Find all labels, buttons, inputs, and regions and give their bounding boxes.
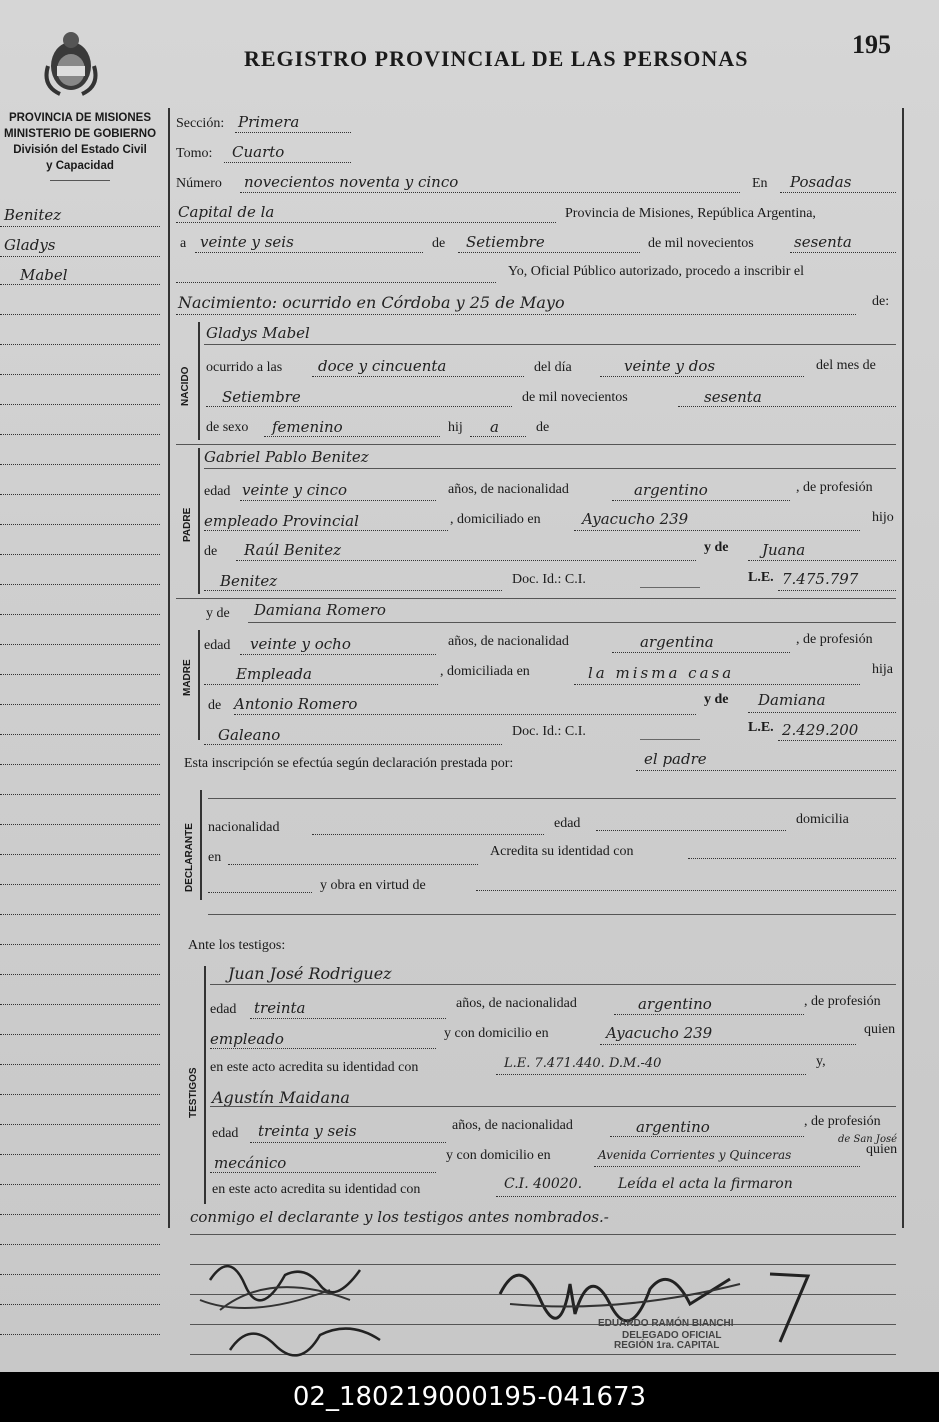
margin-note: Mabel xyxy=(20,266,68,284)
dotted-line xyxy=(234,714,696,715)
dotted-line xyxy=(780,192,896,193)
field-sexo: femenino xyxy=(272,418,343,436)
dotted-line xyxy=(312,376,524,377)
field-t1-nombre: Juan José Rodriguez xyxy=(228,964,392,983)
dotted-line xyxy=(204,590,502,591)
field-cierre1: Leída el acta la firmaron xyxy=(618,1176,793,1192)
label-de-mil: de mil novecientos xyxy=(648,236,754,251)
label-quien: quien xyxy=(864,1022,896,1037)
field-t2-doc: C.I. 40020. xyxy=(504,1176,583,1192)
dotted-line xyxy=(596,830,786,831)
label-del-dia: del día xyxy=(534,360,572,375)
section-tag-padre: PADRE xyxy=(182,507,193,542)
dotted-line xyxy=(235,132,351,133)
label-anios-nac: años, de nacionalidad xyxy=(452,1118,573,1133)
section-rule xyxy=(198,322,200,440)
label-con-domicilio: y con domicilio en xyxy=(444,1026,549,1041)
label-hija: hija xyxy=(872,662,893,677)
section-tag-nacido: NACIDO xyxy=(180,366,191,406)
field-t2-nombre: Agustín Maidana xyxy=(212,1088,350,1107)
field-padre-nombre: Gabriel Pablo Benitez xyxy=(204,448,369,466)
label-domiciliado: , domiciliado en xyxy=(450,512,541,527)
dotted-line xyxy=(574,684,860,685)
dotted-line xyxy=(748,560,896,561)
dotted-line xyxy=(778,590,896,591)
field-madre-dom: la misma casa xyxy=(588,664,735,682)
field-padre-madre: Juana xyxy=(762,541,806,559)
dotted-line xyxy=(176,282,496,283)
right-border xyxy=(902,108,904,1228)
dotted-line xyxy=(264,436,440,437)
label-y-de: y de xyxy=(704,692,729,707)
field-hecho: Nacimiento: ocurrido en Córdoba y 25 de Mayo xyxy=(178,293,565,312)
label-le: L.E. xyxy=(748,570,774,585)
field-tomo: Cuarto xyxy=(232,143,285,161)
label-en: en xyxy=(208,850,222,865)
rule xyxy=(248,622,896,623)
dotted-line xyxy=(176,314,856,315)
field-padre-edad: veinte y cinco xyxy=(242,481,348,499)
office-line: y Capacidad xyxy=(46,160,114,172)
field-madre-le: 2.429.200 xyxy=(782,721,859,739)
rule xyxy=(176,444,896,445)
field-declarante: el padre xyxy=(644,750,707,768)
dotted-line xyxy=(610,1136,804,1137)
field-t2-dom: Avenida Corrientes y Quinceras xyxy=(598,1148,792,1162)
rule xyxy=(210,984,896,985)
field-padre-padre: Raúl Benitez xyxy=(244,541,341,559)
field-anio: sesenta xyxy=(794,233,852,251)
office-line: MINISTERIO DE GOBIERNO xyxy=(3,128,157,140)
stamp-line: DELEGADO OFICIAL xyxy=(622,1330,722,1341)
label-domiciliada: , domiciliada en xyxy=(440,664,530,679)
label-edad: edad xyxy=(204,484,231,499)
page-number: 195 xyxy=(852,30,891,59)
divider xyxy=(50,180,110,181)
label-y-de: y de xyxy=(704,540,729,555)
label-de-profesion: , de profesión xyxy=(804,1114,881,1129)
rule xyxy=(208,914,896,915)
section-tag-declarante: DECLARANTE xyxy=(184,823,195,892)
label-edad: edad xyxy=(204,638,231,653)
label-con-domicilio: y con domicilio en xyxy=(446,1148,551,1163)
dotted-line xyxy=(210,1172,436,1173)
dotted-line xyxy=(236,560,696,561)
dotted-line xyxy=(228,864,478,865)
label-de: de xyxy=(432,236,446,251)
field-t2-prof: mecánico xyxy=(214,1154,287,1172)
stamp-line: REGIÓN 1ra. CAPITAL xyxy=(614,1340,720,1351)
field-t1-nac: argentino xyxy=(638,995,712,1013)
rule xyxy=(176,598,896,599)
footer-code: 02_180219000195-041673 xyxy=(0,1372,939,1422)
coat-of-arms-icon xyxy=(40,26,102,102)
label-del-mes: del mes de xyxy=(816,358,876,373)
label-doc-id: Doc. Id.: C.I. xyxy=(512,724,586,739)
field-mes-nac: Setiembre xyxy=(222,388,301,406)
signature-image xyxy=(190,1240,390,1370)
label-de-mil2: de mil novecientos xyxy=(522,390,628,405)
dotted-line xyxy=(678,406,896,407)
field-anio-nac: sesenta xyxy=(704,388,762,406)
section-rule xyxy=(204,966,206,1204)
label-de: de xyxy=(536,420,550,435)
dotted-line xyxy=(250,1018,446,1019)
label-en: En xyxy=(752,176,768,191)
dotted-line xyxy=(688,858,896,859)
field-padre-madre2: Benitez xyxy=(220,572,278,590)
field-madre-nombre: Damiana Romero xyxy=(254,601,386,619)
label-a: a xyxy=(180,236,187,251)
field-numero: novecientos noventa y cinco xyxy=(244,173,459,191)
label-en-este-acto: en este acto acredita su identidad con xyxy=(212,1182,421,1197)
field-t2-dom-sup: de San José xyxy=(838,1134,898,1145)
dotted-line xyxy=(312,834,544,835)
field-t2-nac: argentino xyxy=(636,1118,710,1136)
dotted-line xyxy=(790,252,896,253)
field-dia-nac: veinte y dos xyxy=(624,357,716,375)
label-de-sexo: de sexo xyxy=(206,420,249,435)
field-t1-prof: empleado xyxy=(210,1030,284,1048)
office-line: PROVINCIA DE MISIONES xyxy=(8,112,152,124)
label-domicilia: domicilia xyxy=(796,812,849,827)
rule xyxy=(204,468,896,469)
dotted-line xyxy=(210,1048,436,1049)
dotted-line xyxy=(204,684,438,685)
dotted-line xyxy=(748,712,896,713)
label-de-profesion: , de profesión xyxy=(804,994,881,1009)
dotted-line xyxy=(636,770,896,771)
label-oficial: Yo, Oficial Público autorizado, procedo a inscribir el xyxy=(508,264,805,279)
page-title: REGISTRO PROVINCIAL DE LAS PERSONAS xyxy=(244,46,749,71)
label-y-coma: y, xyxy=(816,1054,826,1069)
label-numero: Número xyxy=(176,176,222,191)
rule xyxy=(208,798,896,799)
label-anios-nac: años, de nacionalidad xyxy=(448,482,569,497)
field-padre-nac: argentino xyxy=(634,481,708,499)
label-de-profesion: , de profesión xyxy=(796,632,873,647)
dotted-line xyxy=(176,222,556,223)
dotted-line xyxy=(594,1166,860,1167)
margin-note: Benitez xyxy=(4,206,62,224)
label-anios-nac: años, de nacionalidad xyxy=(448,634,569,649)
label-edad: edad xyxy=(210,1002,237,1017)
label-y-obra: y obra en virtud de xyxy=(320,878,426,893)
dotted-line xyxy=(458,252,640,253)
field-padre-ci: ________ xyxy=(640,570,700,588)
label-seccion: Sección: xyxy=(176,116,225,131)
field-lugar: Posadas xyxy=(790,173,852,191)
field-padre-dom: Ayacucho 239 xyxy=(582,510,689,528)
label-tomo: Tomo: xyxy=(176,146,213,161)
label-acredita: Acredita su identidad con xyxy=(490,844,634,859)
field-nombre: Gladys Mabel xyxy=(206,324,310,342)
field-t1-doc: L.E. 7.471.440. D.M.-40 xyxy=(504,1056,662,1071)
dotted-line xyxy=(208,892,312,893)
label-anios-nac: años, de nacionalidad xyxy=(456,996,577,1011)
dotted-line xyxy=(195,252,423,253)
field-t1-edad: treinta xyxy=(254,999,306,1017)
field-madre-nac: argentina xyxy=(640,633,714,651)
office-line: División del Estado Civil xyxy=(13,144,147,156)
field-madre-ci: ________ xyxy=(640,722,700,740)
field-madre-prof: Empleada xyxy=(236,665,312,683)
label-de: de xyxy=(208,698,222,713)
rule xyxy=(210,1106,896,1107)
dotted-line xyxy=(612,500,790,501)
rule xyxy=(204,344,896,345)
left-border xyxy=(168,108,170,1228)
field-madre-madre: Damiana xyxy=(758,691,826,709)
field-madre-madre2: Galeano xyxy=(218,726,281,744)
label-provincia: Provincia de Misiones, República Argentina, xyxy=(565,206,816,221)
dotted-line xyxy=(574,530,860,531)
field-mes: Setiembre xyxy=(466,233,545,251)
field-madre-edad: veinte y ocho xyxy=(250,635,351,653)
dotted-line xyxy=(224,162,351,163)
margin-note: Gladys xyxy=(4,236,56,254)
field-padre-le: 7.475.797 xyxy=(782,570,859,588)
dotted-line xyxy=(612,652,790,653)
signature-image xyxy=(490,1244,820,1344)
dotted-line xyxy=(204,744,502,745)
dotted-line xyxy=(476,890,896,891)
field-hora: doce y cincuenta xyxy=(318,357,447,375)
dotted-line xyxy=(496,1074,806,1075)
field-cierre2: conmigo el declarante y los testigos antes nombrados.- xyxy=(190,1208,609,1226)
dotted-line xyxy=(470,436,526,437)
label-ante: Ante los testigos: xyxy=(188,938,286,953)
dotted-line xyxy=(204,530,448,531)
label-edad: edad xyxy=(212,1126,239,1141)
field-seccion: Primera xyxy=(238,113,300,131)
dotted-line xyxy=(600,376,804,377)
dotted-line xyxy=(240,192,740,193)
label-hijo: hijo xyxy=(872,510,894,525)
stamp-line: EDUARDO RAMÓN BIANCHI xyxy=(598,1318,734,1329)
dotted-line xyxy=(240,500,436,501)
label-de: de xyxy=(204,544,218,559)
dotted-line xyxy=(778,740,896,741)
section-rule xyxy=(198,630,200,740)
dotted-line xyxy=(600,1044,856,1045)
office-block xyxy=(0,110,160,174)
label-de-profesion: , de profesión xyxy=(796,480,873,495)
field-dia: veinte y seis xyxy=(200,233,294,251)
label-quien: quien xyxy=(866,1142,898,1157)
label-le: L.E. xyxy=(748,720,774,735)
section-tag-madre: MADRE xyxy=(182,659,193,696)
dotted-line xyxy=(206,406,512,407)
label-hij: hij xyxy=(448,420,463,435)
section-rule xyxy=(200,790,202,900)
rule xyxy=(190,1234,896,1235)
label-nacionalidad: nacionalidad xyxy=(208,820,280,835)
label-en-este-acto: en este acto acredita su identidad con xyxy=(210,1060,419,1075)
label-doc-id: Doc. Id.: C.I. xyxy=(512,572,586,587)
label-esta-inscripcion: Esta inscripción se efectúa según declaración prestada por: xyxy=(184,756,514,771)
dotted-line xyxy=(614,1014,804,1015)
label-edad: edad xyxy=(554,816,581,831)
field-hij: a xyxy=(490,418,499,436)
section-rule xyxy=(198,448,200,594)
dotted-line xyxy=(250,1142,446,1143)
field-t1-dom: Ayacucho 239 xyxy=(606,1024,713,1042)
field-capital: Capital de la xyxy=(178,203,275,221)
label-ocurrido: ocurrido a las xyxy=(206,360,283,375)
dotted-line xyxy=(240,654,436,655)
field-madre-padre: Antonio Romero xyxy=(234,695,358,713)
field-t2-edad: treinta y seis xyxy=(258,1122,357,1140)
section-tag-testigos: TESTIGOS xyxy=(188,1067,199,1118)
field-padre-prof: empleado Provincial xyxy=(204,512,359,530)
dotted-line xyxy=(496,1196,896,1197)
label-de-colon: de: xyxy=(872,294,890,309)
label-y-de: y de xyxy=(206,606,230,621)
